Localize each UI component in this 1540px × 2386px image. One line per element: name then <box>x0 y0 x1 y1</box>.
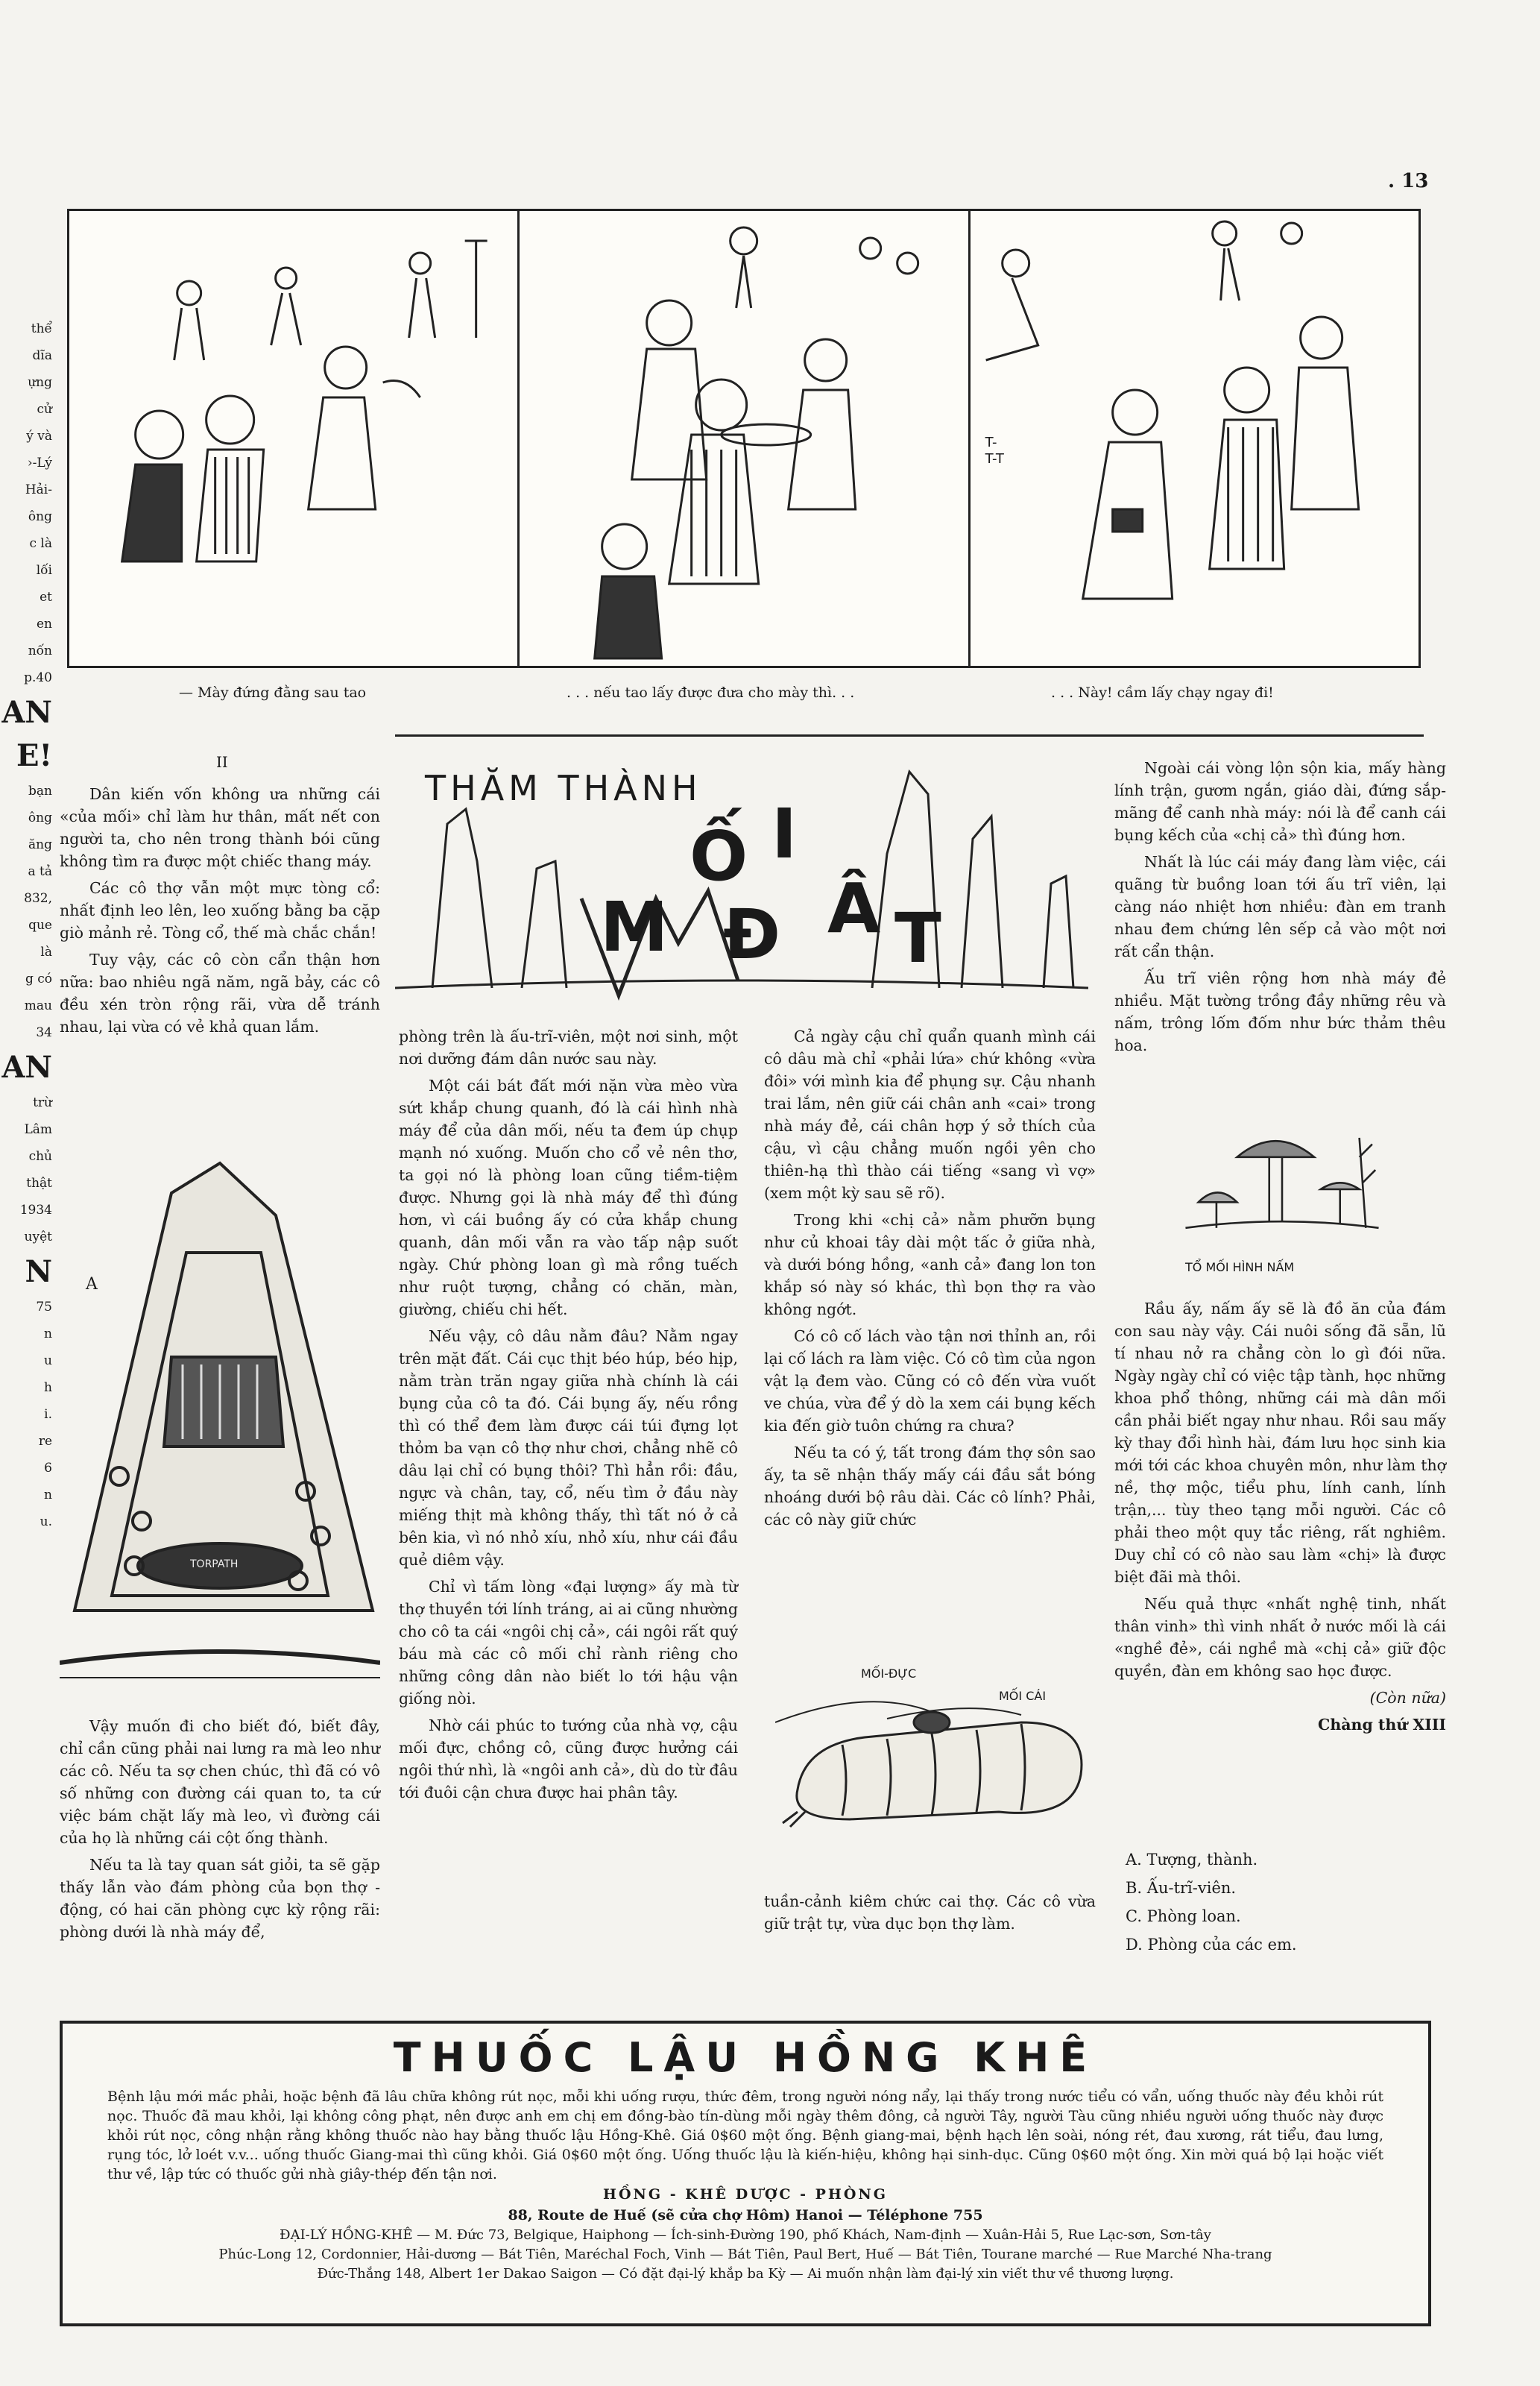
margin-fragment: Hải- <box>25 482 52 497</box>
paragraph: Cả ngày cậu chỉ quẩn quanh mình cái cô dâu mà chỉ «phải lứa» chứ không «vừa đôi» với mình kia để phụng sự. Cậu nhanh trai lắm, nên giữ cái chân anh «cai» trong nhà máy đẻ, cái chân hợp ý sở thích của cậu, vì cậu chẳng muốn ngồi yên cho thiên-hạ thì thào cái tiếng «sang vì vợ» (xem một kỳ sau sẽ rõ). <box>764 1027 1096 1202</box>
margin-fragment: AN <box>1 695 52 730</box>
sketch-b-label-male: MỐI-ĐỰC <box>861 1666 917 1681</box>
sketch-b-label-queen: MỐI CÁI <box>999 1689 1047 1703</box>
paragraph: Ấu trĩ viên rộng hơn nhà máy đẻ nhiều. Mặt tường trồng đầy những rêu và nấm, trông lốm đốm như bức thảm thêu hoa. <box>1114 969 1446 1054</box>
ad-agents-line-2: Phúc-Long 12, Cordonnier, Hải-dương — Bát Tiên, Maréchal Foch, Vinh — Bát Tiên, Paul Bert, Huế — Bát Tiên, Tourane marché — Rue Marché Nha-trang <box>218 2247 1272 2262</box>
margin-fragment: cử <box>37 402 52 417</box>
section-number: II <box>216 753 228 771</box>
ad-body: Bệnh lậu mới mắc phải, hoặc bệnh đã lâu chữa không rút nọc, mỗi khi uống rượu, thức đêm, trong người nóng nẩy, lại thấy trong nước tiểu có vẩn, uống thuốc này đều khỏi rút nọc. Thuốc đã mau khỏi, lại không công phạt, nên được anh em chị em đồng-bào tín-dùng mỗi ngày thêm đông, cả người Tây, người Tàu cũng nhiều người uống thuốc này được khỏi rút nọc, công nhận rằng không thuốc nào hay bằng thuốc lậu Hồng-Khê. Giá 0$60 một ống. Bệnh giang-mai, bệnh hạch lên soài, nóng rét, đau xương, rát tiểu, đau lưng, rụng tóc, lở loét v.v... uống thuốc Giang-mai thì cũng khỏi. Giá 0$60 một ống. Uống thuốc lậu là kiến-hiệu, không hại sinh-dục. Cũng 0$60 một ống. Xin mời quá bộ lại hoặc viết thư về, lập tức có thuốc gửi nhà giây-thép đến tận nơi. <box>107 2088 1383 2182</box>
margin-fragment: c là <box>29 536 52 551</box>
margin-fragment: ý và <box>26 429 52 444</box>
footnote-c: C. Phòng loan. <box>1126 1907 1241 1925</box>
paragraph: Nếu vậy, cô dâu nằm đâu? Nằm ngay trên mặt đất. Cái cục thịt béo húp, béo hịp, nằm tràn trăn ngay giữa nhà chính là cái bụng của cô ta đó. Cái bụng ấy, nếu rồng thì có thể đem làm được cái túi đựng lọt thỏm ba vạn cô thợ như chơi, chẳng nhẽ cô dâu lại chỉ có bụng thôi? Thì hẳn rồi: đầu, ngực và chân, tay, cổ, nếu tìm ở đầu này miếng thịt mà không thấy, thì tất nó ở cả bên kia, vì nó nhỏ xíu, nhỏ xíu, như cái đầu quẻ diêm vậy. <box>399 1327 738 1569</box>
margin-fragment: g có <box>25 972 52 986</box>
comic-panel-3-sign: T-T-T <box>985 435 1004 467</box>
margin-fragment: h <box>44 1380 52 1395</box>
column-1-bottom <box>60 1715 380 1948</box>
ad-title: THUỐC LẬU HỒNG KHÊ <box>393 2034 1098 2081</box>
paragraph: Nhờ cái phúc to tướng của nhà vợ, cậu mối đực, chồng cô, cũng được hưởng cái ngôi thứ nhì, là «ngôi anh cả», dù do từ đâu tới đuôi cận chưa được hai phân tây. <box>399 1716 738 1801</box>
paragraph: Nhất là lúc cái máy đang làm việc, cái quãng từ buồng loan tới ấu trĩ viên, lại càng náo nhiệt hơn nhiều: đàn em tranh nhau đem chứng lên sếp cả vào một nơi rất cẩn thận. <box>1114 853 1446 960</box>
footnote-a: A. Tượng, thành. <box>1126 1851 1258 1869</box>
title-letter-i: I <box>771 794 798 874</box>
margin-fragment: 832, <box>24 891 52 906</box>
left-margin-strip <box>0 321 52 1540</box>
margin-fragment: u <box>44 1353 52 1368</box>
comic-caption-1: — Mày đứng đằng sau tao <box>179 684 367 701</box>
paragraph: Tuy vậy, các cô còn cẩn thận hơn nữa: bao nhiêu ngã năm, ngã bảy, các cô đều xén tròn rộng rãi, vừa dễ tránh nhau, lại vừa có vẻ khả quan lắm. <box>60 951 380 1036</box>
margin-fragment: bạn <box>28 784 52 799</box>
title-letter-oi: Ố <box>689 816 748 896</box>
margin-fragment: que <box>28 918 52 933</box>
title-letter-t: T <box>894 898 941 978</box>
margin-fragment: N <box>25 1254 52 1289</box>
sketch-c-label: TỔ MỐI HÌNH NẤM <box>1185 1260 1295 1274</box>
paragraph: Chỉ vì tấm lòng «đại lượng» ấy mà từ thợ thuyền tới lính tráng, ai ai cũng nhường cho cô ta cái «ngôi chị cả», cái ngôi rất quý báu mà các cô mối chỉ rành riêng cho những công dân nào biết lo tới hậu vận giống nòi. <box>399 1578 738 1707</box>
author-signature: Chàng thứ XIII <box>1318 1716 1446 1734</box>
ad-agents-line-3: Đức-Thắng 148, Albert 1er Dakao Saigon — Có đặt đại-lý khắp ba Kỳ — Ai muốn nhận làm đại-lý xin viết thư về thương lượng. <box>317 2266 1174 2282</box>
footnote-d: D. Phòng của các em. <box>1126 1936 1297 1954</box>
column-3-tail <box>764 1890 1096 1939</box>
margin-fragment: i. <box>44 1407 52 1422</box>
margin-fragment: 6 <box>44 1461 52 1476</box>
footnote-b: B. Ấu-trĩ-viên. <box>1126 1879 1237 1897</box>
margin-fragment: 75 <box>36 1300 52 1315</box>
margin-fragment: n <box>44 1326 52 1341</box>
margin-fragment: 34 <box>36 1025 52 1040</box>
title-letter-m: M <box>600 887 669 967</box>
margin-fragment: ông <box>28 810 52 825</box>
page-number: . 13 <box>1388 170 1429 192</box>
paragraph: tuần-cảnh kiêm chức cai thợ. Các cô vừa giữ trật tự, vừa dục bọn thợ làm. <box>764 1892 1096 1933</box>
title-letter-d: Đ <box>723 895 781 975</box>
comic-panel-3 <box>971 211 1418 666</box>
column-3 <box>764 1025 1096 1535</box>
margin-fragment: p.40 <box>24 670 52 685</box>
margin-fragment: re <box>38 1434 52 1449</box>
title-letter-a: Â <box>827 869 881 948</box>
sketch-termite-queen <box>775 1663 1096 1834</box>
ad-address: 88, Route de Huế (sẽ cửa chợ Hôm) Hanoi — Téléphone 755 <box>508 2207 983 2223</box>
column-1-top <box>60 783 380 1042</box>
margin-fragment: lối <box>36 563 52 578</box>
ad-firm: HỒNG - KHÊ DƯỢC - PHÒNG <box>603 2186 888 2203</box>
to-be-continued: (Còn nữa) <box>1369 1689 1446 1707</box>
paragraph: phòng trên là ấu-trĩ-viên, một nơi sinh, một nơi dưỡng đám dân nước sau này. <box>399 1027 738 1068</box>
paragraph: Nếu quả thực «nhất nghệ tinh, nhất thân vinh» thì vinh nhất ở nước mối là cái «nghề đẻ», cái nghề mà «chị cả» giữ độc quyền, đàn em không sao học được. <box>1114 1595 1446 1680</box>
margin-fragment: trừ <box>33 1095 52 1110</box>
margin-fragment: thật <box>26 1176 52 1191</box>
paragraph: Nếu ta có ý, tất trong đám thợ sôn sao ấy, ta sẽ nhận thấy mấy cái đầu sắt bóng nhoáng dưới bộ râu dài. Các cô lính? Phải, các cô này giữ chức <box>764 1444 1096 1529</box>
margin-fragment: u. <box>40 1514 52 1529</box>
paragraph: Các cô thợ vẫn một mực tòng cổ: nhất định leo lên, leo xuống bằng ba cặp giò mảnh rẻ. Tòng cổ, thế mà chắc chắn! <box>60 879 380 942</box>
margin-fragment: et <box>40 590 52 605</box>
paragraph: Rầu ấy, nấm ấy sẽ là đồ ăn của đám con sau này vậy. Cái nuôi sống đã sẵn, lũ tí nhau nở ra chẳng còn lo gì đói nữa. Ngày ngày chỉ có việc tập tành, học những khoa phổ thông, những cái mà dân mối cần phải biết ngay như nhau. Rồi sau mấy kỳ thay đổi hình hài, đám lưu học sinh kia mới tới các khoa chuyên môn, như làm thợ nề, thợ mộc, tiểu phu, lính canh, lính trận,... tùy theo tạng mỗi người. Các cô phải theo một quy tắc riêng, rất nghiêm. Duy chỉ có cô nào sau làm «chị» là được biệt đãi mà thôi. <box>1114 1300 1446 1586</box>
comic-caption-3: . . . Này! cầm lấy chạy ngay đi! <box>1051 684 1274 701</box>
margin-fragment: 1934 <box>19 1203 52 1218</box>
margin-fragment: AN <box>1 1050 52 1085</box>
margin-fragment: thể <box>31 321 52 336</box>
paragraph: Trong khi «chị cả» nằm phưỡn bụng như củ khoai tây dài một tấc ở giữa nhà, và dưới bóng hồng, «anh cả» đang lon ton khắp só này só khác, thì bọn thợ ra vào không ngớt. <box>764 1211 1096 1318</box>
sketch-a-label: A <box>86 1275 98 1294</box>
margin-fragment: ựng <box>28 375 52 390</box>
termite-queen-drawing <box>775 1663 1096 1834</box>
margin-fragment: uyệt <box>24 1230 52 1244</box>
paragraph: Một cái bát đất mới nặn vừa mèo vừa sứt khắp chung quanh, đó là cái hình nhà máy để của dân mối, nếu ta đem úp chụp mạnh nó xuống. Muốn cho cổ vẻ nên thơ, ta gọi nó là phòng loan cũng tiềm-tiệm được. Nhưng gọi là nhà máy để thì đúng hơn, vì cái buồng ấy có cửa khắp chung quanh, dân mối vẫn ra vào tấp nập suốt ngày. Chứ phòng loan gì mà rồng tuếch như ruột tượng, chẳng có chăn, màn, giường, chiếu chi hết. <box>399 1077 738 1318</box>
margin-fragment: mau <box>24 998 52 1013</box>
margin-fragment: nốn <box>28 643 52 658</box>
comic-panel-1 <box>69 211 520 666</box>
comic-panel-3-drawing <box>971 211 1418 666</box>
article-title-line: THĂM THÀNH <box>425 768 702 808</box>
paragraph: Dân kiến vốn không ưa những cái «của mối» chỉ làm hư thân, mất nết con người ta, cho nên trong thành bói cũng không tìm ra được một chiếc thang máy. <box>60 785 380 870</box>
divider-rule <box>395 734 1424 737</box>
mushroom-drawing <box>1163 1118 1401 1260</box>
sketch-a-sign: TORPATH <box>190 1558 239 1570</box>
paragraph: Ngoài cái vòng lộn sộn kia, mấy hàng lính trận, gươm ngắn, giáo dài, đứng sắp-mãng để canh nhà máy: nói là để canh cái bụng kếch của «chị cả» thì đúng hơn. <box>1114 759 1446 844</box>
ad-agents-line-1: ĐẠI-LÝ HỒNG-KHÊ — M. Đức 73, Belgique, Haiphong — Ích-sinh-Đường 190, phố Khách, Nam-định — Xuân-Hải 5, Rue Lạc-sơn, Sơn-tây <box>280 2227 1211 2243</box>
advertisement-box <box>60 2021 1431 2326</box>
paragraph: Nếu ta là tay quan sát giỏi, ta sẽ gặp thấy lẫn vào đám phòng của bọn thợ - động, có hai căn phòng cực kỳ rộng rãi: phòng dưới là nhà máy để, <box>60 1856 380 1941</box>
comic-caption-2: . . . nếu tao lấy được đưa cho mày thì. . . <box>567 684 855 701</box>
margin-fragment: chủ <box>28 1149 52 1164</box>
comic-strip <box>67 209 1421 668</box>
margin-fragment: E! <box>16 738 52 773</box>
paragraph: Vậy muốn đi cho biết đó, biết đây, chỉ cần cũng phải nai lưng ra mà leo như các cô. Nếu ta sợ chen chúc, thì đã có vô số những con đường cái quan to, ta cứ việc bám chặt lấy mà leo, vì đường cái của họ là những cái cột ống thành. <box>60 1717 380 1847</box>
margin-fragment: ›-Lý <box>27 456 52 470</box>
sketch-mushroom-nest <box>1163 1118 1401 1282</box>
margin-fragment: n <box>44 1488 52 1502</box>
comic-panel-2-drawing <box>520 211 968 666</box>
margin-fragment: Lâm <box>24 1122 52 1137</box>
margin-fragment: là <box>40 945 52 960</box>
comic-panel-1-drawing <box>69 211 517 666</box>
margin-fragment: ăng <box>28 837 52 852</box>
footnotes <box>1126 1845 1297 1959</box>
comic-panel-2 <box>520 211 970 666</box>
termite-mound-drawing <box>60 1148 380 1700</box>
margin-fragment: en <box>36 617 52 632</box>
margin-fragment: a tả <box>28 864 52 879</box>
column-4-top <box>1114 757 1446 1061</box>
margin-fragment: ông <box>28 509 52 524</box>
column-4-bottom <box>1114 1297 1446 1740</box>
margin-fragment: dĩa <box>32 348 52 363</box>
sketch-termite-mound <box>60 1148 380 1700</box>
paragraph: Có cô cố lách vào tận nơi thỉnh an, rồi lại cố lách ra làm việc. Có cô tìm của ngon vật lạ đem vào. Cũng có cô đến vừa vuốt ve chúa, vừa để ý dò la xem cái bụng kếch kia đến giờ tuôn chứng ra chưa? <box>764 1327 1096 1435</box>
column-2 <box>399 1025 738 1808</box>
article-title-illustration <box>395 749 1088 1003</box>
